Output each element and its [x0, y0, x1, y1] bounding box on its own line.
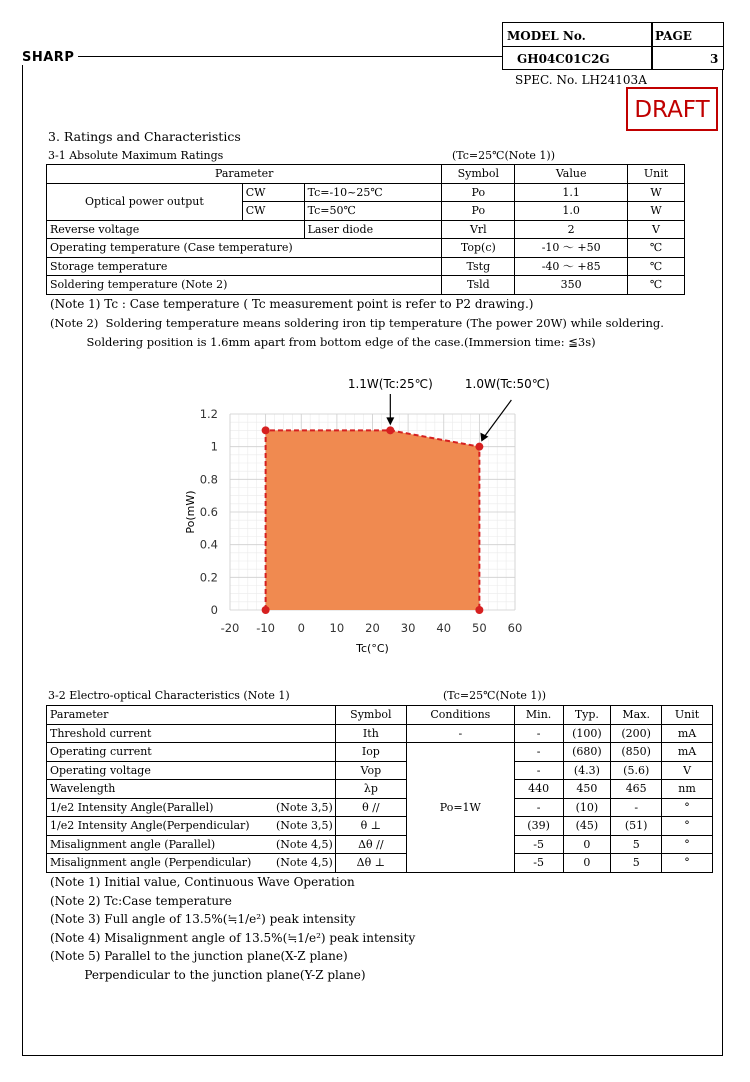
annotation-label: 1.1W(Tc:25℃) — [347, 377, 433, 391]
param-label: 1/e2 Intensity Angle(Perpendicular) — [50, 819, 250, 833]
cell-param — [47, 798, 336, 817]
cell-param — [47, 817, 336, 836]
y-tick-label: 0.8 — [199, 472, 218, 487]
cell-value: 1.0 — [515, 202, 628, 221]
cell-unit: mA — [662, 724, 713, 743]
cell-unit: mA — [662, 743, 713, 762]
param-note: (Note 3,5) — [276, 819, 333, 833]
cell-unit: ° — [662, 798, 713, 817]
param-label: Misalignment angle (Perpendicular) — [50, 856, 252, 870]
cell-min: (39) — [514, 817, 563, 836]
header-symbol: Symbol — [335, 706, 406, 725]
y-axis-label: Po(mW) — [184, 490, 197, 534]
eo-title: 3-2 Electro-optical Characteristics (Note 1) — [48, 689, 290, 702]
cell-param: Reverse voltage — [47, 220, 305, 239]
param-label: Threshold current — [50, 726, 152, 740]
section-title: 3. Ratings and Characteristics — [48, 129, 241, 144]
table-row — [47, 854, 713, 873]
header-typ: Typ. — [563, 706, 611, 725]
x-tick-label: 50 — [472, 621, 487, 635]
page-label: PAGE — [655, 29, 692, 43]
arrow-head — [480, 433, 488, 442]
param-label: Operating current — [50, 745, 152, 759]
note-line: (Note 1) Tc : Case temperature ( Tc measurement point is refer to P2 drawing.) — [50, 297, 534, 311]
cell-symbol: Tsld — [442, 276, 515, 295]
header-value: Value — [515, 165, 628, 184]
cell-max: 5 — [611, 835, 662, 854]
cell-unit: ° — [662, 854, 713, 873]
cell-symbol: Iop — [335, 743, 406, 762]
table-row — [47, 257, 685, 276]
y-tick-label: 0 — [210, 603, 218, 617]
cell-unit: ℃ — [628, 239, 685, 258]
cell-symbol: Po — [442, 183, 515, 202]
param-label: Operating voltage — [50, 763, 151, 777]
cell-symbol: λp — [335, 780, 406, 799]
model-label: MODEL No. — [507, 29, 586, 43]
param-note: (Note 3,5) — [276, 800, 333, 814]
cell-unit: V — [628, 220, 685, 239]
annotation-label: 1.0W(Tc:50℃) — [464, 377, 550, 391]
cell-max: 465 — [611, 780, 662, 799]
cell-symbol: Top(c) — [442, 239, 515, 258]
cell-param: Operating temperature (Case temperature) — [47, 239, 442, 258]
cell-min: -5 — [514, 835, 563, 854]
header-parameter: Parameter — [47, 165, 442, 184]
draft-stamp: DRAFT — [626, 87, 718, 131]
table-row — [47, 183, 685, 202]
data-point — [262, 426, 270, 434]
cell-min: - — [514, 798, 563, 817]
header-min: Min. — [514, 706, 563, 725]
y-tick-label: 1 — [210, 439, 218, 454]
y-tick-label: 0.2 — [199, 570, 218, 585]
cell-mode: CW — [242, 183, 304, 202]
note-line: (Note 4) Misalignment angle of 13.5%(≒1/e²) peak intensity — [50, 930, 416, 945]
table-row — [47, 220, 685, 239]
param-label: 1/e2 Intensity Angle(Parallel) — [50, 800, 214, 814]
data-point — [262, 606, 270, 614]
table-row — [47, 817, 713, 836]
table-row — [47, 835, 713, 854]
cell-max: - — [611, 798, 662, 817]
x-tick-label: -10 — [256, 621, 276, 635]
table-row — [47, 276, 685, 295]
eo-condition: (Tc=25℃(Note 1)) — [443, 689, 547, 702]
cell-typ: 0 — [563, 854, 611, 873]
header-max: Max. — [611, 706, 662, 725]
y-tick-label: 0.6 — [199, 505, 218, 519]
cell-cond: Tc=-10~25℃ — [304, 183, 442, 202]
cell-unit: ℃ — [628, 276, 685, 295]
data-point — [475, 606, 483, 614]
abs-max-title: 3-1 Absolute Maximum Ratings — [48, 149, 224, 162]
note-line: (Note 2) Soldering temperature means soldering iron tip temperature (The power 20W) while soldering. — [50, 316, 664, 330]
table-header-row — [47, 706, 713, 725]
header-box — [502, 22, 724, 70]
cell-value: -10 ～ +50 — [515, 239, 628, 258]
cell-typ: (100) — [563, 724, 611, 743]
arrow-head — [386, 417, 394, 425]
eo-notes — [50, 873, 415, 984]
note-line: Soldering position is 1.6mm apart from bottom edge of the case.(Immersion time: ≦3s) — [50, 335, 596, 349]
spec-number: SPEC. No. LH24103A — [515, 73, 647, 87]
cell-max: (5.6) — [611, 761, 662, 780]
cell-min: - — [514, 743, 563, 762]
y-tick-label: 0.4 — [199, 537, 218, 552]
header-conditions: Conditions — [406, 706, 514, 725]
y-tick-label: 1.2 — [199, 407, 218, 421]
cell-unit: V — [662, 761, 713, 780]
x-tick-label: 0 — [297, 621, 305, 635]
cell-unit: ℃ — [628, 257, 685, 276]
note-line: (Note 2) Tc:Case temperature — [50, 893, 232, 908]
cell-value: 350 — [515, 276, 628, 295]
cell-cond: Laser diode — [304, 220, 442, 239]
cell-min: 440 — [514, 780, 563, 799]
cell-unit: ° — [662, 835, 713, 854]
cell-param: Soldering temperature (Note 2) — [47, 276, 442, 295]
cell-min: - — [514, 724, 563, 743]
cell-param — [47, 780, 336, 799]
cell-param — [47, 835, 336, 854]
cell-symbol: Δθ ⊥ — [335, 854, 406, 873]
cell-condition: - — [406, 724, 514, 743]
cell-typ: 0 — [563, 835, 611, 854]
cell-value: 1.1 — [515, 183, 628, 202]
x-axis-label: Tc(°C) — [356, 642, 389, 655]
param-note: (Note 4,5) — [276, 837, 333, 851]
cell-symbol: Δθ // — [335, 835, 406, 854]
x-tick-label: 60 — [507, 621, 523, 635]
cell-min: - — [514, 761, 563, 780]
x-tick-label: 10 — [329, 621, 345, 635]
cell-param — [47, 761, 336, 780]
cell-symbol: Po — [442, 202, 515, 221]
cell-cond: Tc=50℃ — [304, 202, 442, 221]
note-line: (Note 5) Parallel to the junction plane(X-Z plane) — [50, 949, 348, 963]
data-point — [386, 426, 394, 434]
cell-symbol: Ith — [335, 724, 406, 743]
page-value: 3 — [710, 52, 719, 66]
param-label: Misalignment angle (Parallel) — [50, 837, 216, 851]
eo-table — [46, 705, 713, 873]
cell-typ: (10) — [563, 798, 611, 817]
cell-max: 5 — [611, 854, 662, 873]
table-header-row — [47, 165, 685, 184]
cell-typ: (45) — [563, 817, 611, 836]
cell-param — [47, 854, 336, 873]
cell-value: -40 ～ +85 — [515, 257, 628, 276]
cell-unit: W — [628, 202, 685, 221]
cell-min: -5 — [514, 854, 563, 873]
header-unit: Unit — [628, 165, 685, 184]
cell-symbol: Tstg — [442, 257, 515, 276]
note-line: (Note 1) Initial value, Continuous Wave Operation — [50, 875, 355, 889]
cell-param — [47, 724, 336, 743]
cell-unit: ° — [662, 817, 713, 836]
cell-symbol: Vop — [335, 761, 406, 780]
table-row — [47, 780, 713, 799]
x-tick-label: 30 — [400, 621, 416, 635]
model-value: GH04C01C2G — [517, 52, 610, 66]
param-label: Wavelength — [50, 782, 116, 796]
cell-unit: nm — [662, 780, 713, 799]
abs-max-table — [46, 164, 685, 295]
cell-typ: (4.3) — [563, 761, 611, 780]
header-parameter: Parameter — [47, 706, 336, 725]
cell-param: Optical power output — [47, 183, 243, 220]
param-note: (Note 4,5) — [276, 856, 333, 870]
abs-max-notes — [50, 295, 664, 352]
cell-value: 2 — [515, 220, 628, 239]
cell-symbol: θ ⊥ — [335, 817, 406, 836]
cell-max: (850) — [611, 743, 662, 762]
x-tick-label: 40 — [436, 621, 452, 635]
data-point — [475, 443, 483, 451]
operating-area — [266, 430, 480, 610]
cell-symbol: θ // — [335, 798, 406, 817]
cell-typ: (680) — [563, 743, 611, 762]
x-tick-label: -20 — [220, 621, 240, 635]
cell-mode: CW — [242, 202, 304, 221]
cell-param — [47, 743, 336, 762]
x-tick-label: 20 — [365, 621, 380, 635]
cell-symbol: Vrl — [442, 220, 515, 239]
table-row — [47, 743, 713, 762]
table-row — [47, 798, 713, 817]
header-symbol: Symbol — [442, 165, 515, 184]
cell-max: (51) — [611, 817, 662, 836]
cell-typ: 450 — [563, 780, 611, 799]
power-temperature-chart — [170, 372, 550, 662]
cell-condition: Po=1W — [406, 743, 514, 873]
note-line: (Note 3) Full angle of 13.5%(≒1/e²) peak intensity — [50, 912, 356, 926]
table-row — [47, 239, 685, 258]
table-row — [47, 761, 713, 780]
cell-unit: W — [628, 183, 685, 202]
abs-max-condition: (Tc=25℃(Note 1)) — [452, 149, 556, 162]
table-row — [47, 724, 713, 743]
note-line: Perpendicular to the junction plane(Y-Z plane) — [50, 967, 366, 982]
cell-max: (200) — [611, 724, 662, 743]
sharp-logo: SHARP — [22, 50, 78, 65]
cell-param: Storage temperature — [47, 257, 442, 276]
header-unit: Unit — [662, 706, 713, 725]
